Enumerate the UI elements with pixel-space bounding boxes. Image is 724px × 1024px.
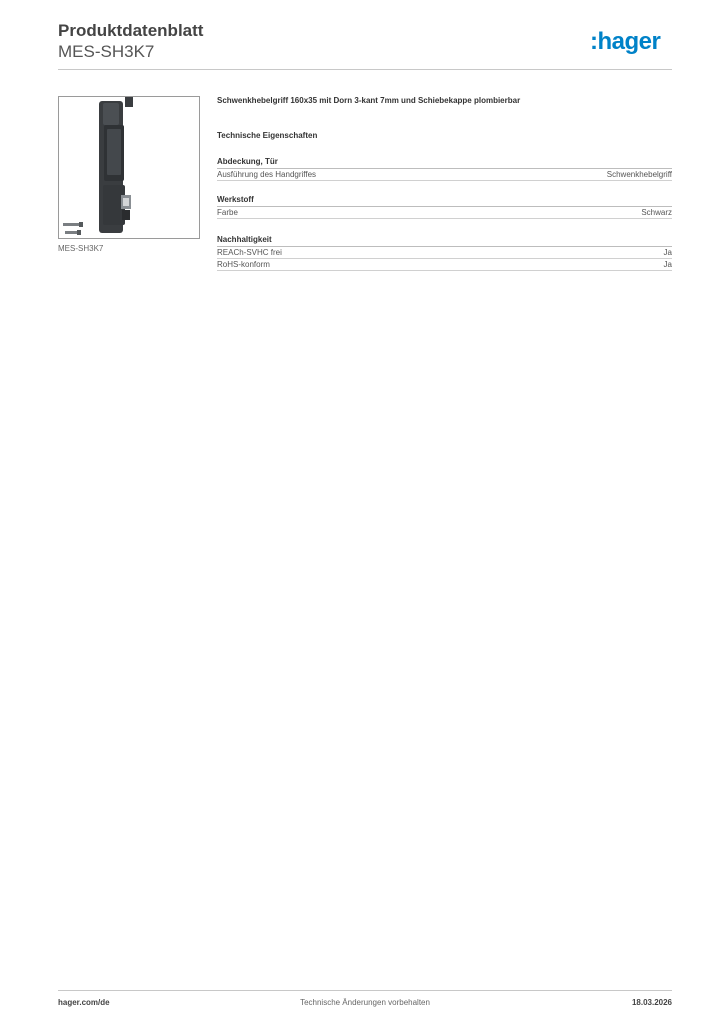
footer-disclaimer: Technische Änderungen vorbehalten <box>300 998 430 1007</box>
article-number: MES-SH3K7 <box>58 42 155 61</box>
footer-date: 18.03.2026 <box>631 998 672 1007</box>
property-label: Farbe <box>217 208 238 217</box>
section-cover-door <box>217 156 672 181</box>
property-row <box>217 207 672 219</box>
property-row <box>217 169 672 181</box>
property-row <box>217 259 672 271</box>
property-label: Ausführung des Handgriffes <box>217 170 317 179</box>
page-header <box>58 20 672 68</box>
page-footer <box>58 998 672 1010</box>
property-value: Schwenkhebelgriff <box>606 170 672 179</box>
section-title: Nachhaltigkeit <box>217 234 672 247</box>
image-caption: MES-SH3K7 <box>58 244 104 253</box>
property-label: RoHS-konform <box>217 260 270 269</box>
footer-divider <box>58 990 672 991</box>
logo-text: :hager <box>590 28 661 55</box>
hager-logo <box>590 28 672 56</box>
header-divider <box>58 69 672 70</box>
door-handle-illustration <box>59 97 199 238</box>
technical-properties-heading: Technische Eigenschaften <box>217 131 318 140</box>
section-title: Werkstoff <box>217 194 672 207</box>
product-name: Schwenkhebelgriff 160x35 mit Dorn 3-kant 7mm und Schiebekappe plombierbar <box>217 96 521 105</box>
section-material <box>217 194 672 219</box>
footer-website: hager.com/de <box>58 998 110 1007</box>
section-title: Abdeckung, Tür <box>217 156 672 169</box>
property-row <box>217 247 672 259</box>
page-title: Produktdatenblatt <box>58 21 204 40</box>
section-sustainability <box>217 234 672 271</box>
property-value: Schwarz <box>641 208 672 217</box>
property-label: REACh-SVHC frei <box>217 248 282 257</box>
property-value: Ja <box>663 248 672 257</box>
property-value: Ja <box>663 260 672 269</box>
product-image <box>58 96 200 239</box>
